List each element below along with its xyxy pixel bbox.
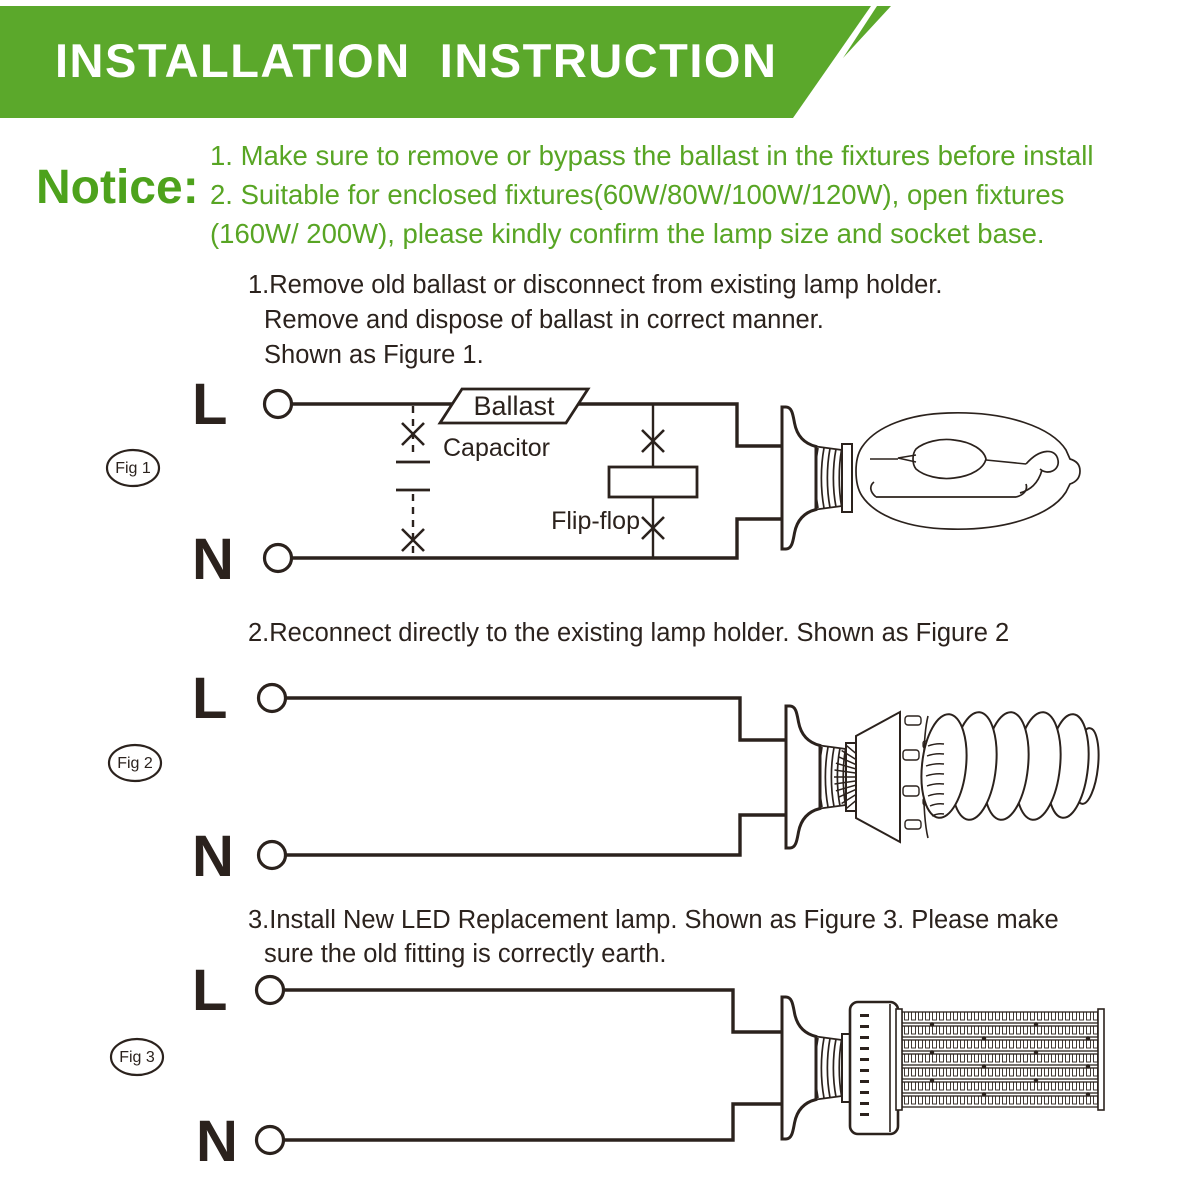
- neutral-terminal-label: N: [192, 824, 234, 889]
- notice-text: [210, 136, 1094, 253]
- notice-line: 2. Suitable for enclosed fixtures(60W/80W/100W/120W), open fixtures: [210, 179, 1065, 210]
- terminal-n: [265, 545, 292, 572]
- step1-text: [248, 268, 943, 373]
- capacitor-label: Capacitor: [443, 434, 550, 462]
- fig3-wires: [283, 990, 782, 1140]
- lamp-holder-icon: [782, 997, 852, 1139]
- step2-line: 2.Reconnect directly to the existing lamp holder. Shown as Figure 2: [248, 619, 1010, 647]
- terminal-l: [257, 977, 284, 1004]
- terminal-n: [257, 1127, 284, 1154]
- capacitor-plates: [396, 462, 430, 490]
- fig2-label: Fig 2: [117, 755, 153, 772]
- step1-line: 1.Remove old ballast or disconnect from existing lamp holder.: [248, 271, 943, 299]
- hid-lamp-icon: [856, 413, 1080, 529]
- step3-line: sure the old fitting is correctly earth.: [264, 940, 667, 968]
- cfl-lamp-icon: [834, 710, 1102, 842]
- live-terminal-label: L: [192, 958, 228, 1023]
- step1-line: Shown as Figure 1.: [264, 341, 484, 369]
- notice-line: 1. Make sure to remove or bypass the ballast in the fixtures before install: [210, 140, 1094, 171]
- fig2-wires: [285, 698, 786, 855]
- live-terminal-label: L: [192, 666, 228, 731]
- fig3-diagram: [111, 958, 1104, 1174]
- led-corn-lamp-icon: [850, 1002, 1104, 1134]
- wiring-diagrams: [0, 360, 1200, 1200]
- ballast-label: Ballast: [473, 391, 555, 421]
- terminal-n: [259, 842, 286, 869]
- fig1-label: Fig 1: [115, 460, 151, 477]
- flipflop-label: Flip-flop: [551, 507, 640, 535]
- terminal-l: [265, 391, 292, 418]
- step1-line: Remove and dispose of ballast in correct manner.: [264, 306, 824, 334]
- flipflop-box: [609, 467, 697, 497]
- live-terminal-label: L: [192, 372, 228, 437]
- neutral-terminal-label: N: [196, 1109, 238, 1174]
- fig3-label: Fig 3: [119, 1049, 155, 1066]
- fig1-diagram: [107, 372, 1080, 592]
- lamp-holder-icon: [782, 407, 852, 549]
- neutral-terminal-label: N: [192, 527, 234, 592]
- page-title: INSTALLATION INSTRUCTION: [55, 34, 778, 87]
- fig1-wires: [291, 404, 782, 558]
- step3-line: 3.Install New LED Replacement lamp. Shown as Figure 3. Please make: [248, 906, 1059, 934]
- notice-line: (160W/ 200W), please kindly confirm the lamp size and socket base.: [210, 218, 1045, 249]
- cut-mark-icon: [402, 423, 424, 445]
- terminal-l: [259, 685, 286, 712]
- fig2-diagram: [109, 666, 1102, 889]
- notice-heading: Notice:: [36, 161, 199, 214]
